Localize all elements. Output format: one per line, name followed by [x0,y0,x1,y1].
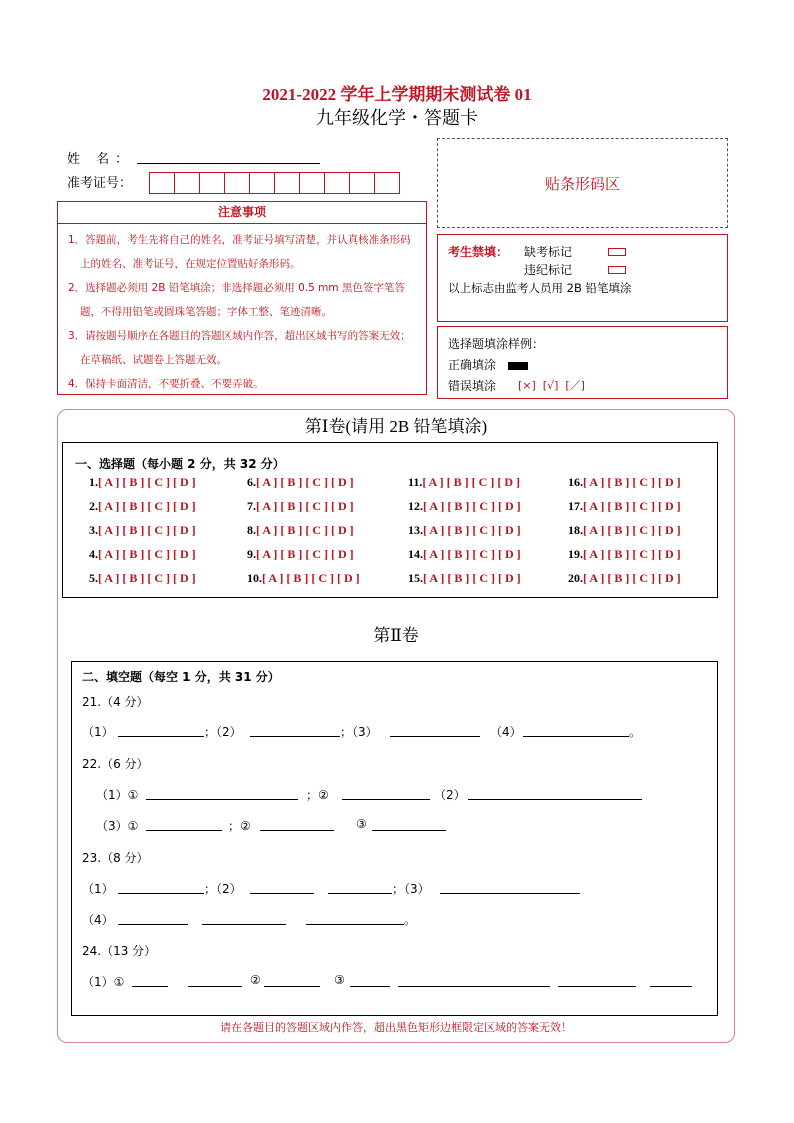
mcq-options[interactable]: [ A ] [ B ] [ C ] [ D ] [98,499,196,513]
q23-blank[interactable] [118,924,188,925]
q23-part-label: ；（3） [392,882,430,896]
id-cell[interactable] [324,172,350,194]
mcq-options[interactable]: [ A ] [ B ] [ C ] [ D ] [256,475,354,489]
mcq-question[interactable] [247,523,354,538]
section1-title: 第Ⅰ卷(请用 2B 铅笔填涂) [304,417,488,436]
id-cell[interactable] [374,172,400,194]
q24-part-label: ② [250,973,261,987]
mcq-question-number: 2. [89,499,98,513]
id-cell[interactable] [224,172,250,194]
id-cell[interactable] [249,172,275,194]
q23-blank[interactable] [440,893,580,894]
mcq-question[interactable] [247,547,354,562]
mcq-question-number: 13. [408,523,423,537]
absent-mark-box[interactable] [608,248,626,256]
q24-part-label: ③ [334,973,345,987]
q22-blank[interactable] [260,830,334,831]
fill-in-box [71,661,718,1016]
notice-box [57,201,427,395]
q23-part-label: ；（2） [204,882,242,896]
q24-blank[interactable] [264,986,320,987]
q24-blank[interactable] [398,986,550,987]
q21-blank[interactable] [250,736,340,737]
q24-blank[interactable] [650,986,692,987]
q21-end: 。 [629,725,642,739]
mcq-question[interactable] [247,571,360,586]
mcq-question[interactable] [568,475,681,490]
mcq-options[interactable]: [ A ] [ B ] [ C ] [ D ] [262,571,360,585]
mcq-question-number: 7. [247,499,256,513]
mcq-options[interactable]: [ A ] [ B ] [ C ] [ D ] [98,523,196,537]
mcq-question-number: 18. [568,523,583,537]
q21-blank[interactable] [390,736,480,737]
mcq-options[interactable]: [ A ] [ B ] [ C ] [ D ] [256,547,354,561]
mcq-question-number: 11. [408,475,423,489]
mcq-options[interactable]: [ A ] [ B ] [ C ] [ D ] [583,475,681,489]
notice-item: 2．选择题必须用 2B 铅笔填涂；非选择题必须用 0.5 mm 黑色签字笔答题，不得用铅笔或圆珠笔答题；字体工整、笔迹清晰。 [68,282,405,318]
mcq-question[interactable] [89,571,196,586]
mcq-question[interactable] [247,499,354,514]
mcq-question[interactable] [89,475,196,490]
mcq-question[interactable] [89,523,196,538]
q22-blank[interactable] [468,799,642,800]
violation-mark-box[interactable] [608,266,626,274]
mcq-question-number: 5. [89,571,98,585]
mcq-question-number: 17. [568,499,583,513]
mcq-question-number: 20. [568,571,583,585]
mcq-options[interactable]: [ A ] [ B ] [ C ] [ D ] [583,571,681,585]
q21-label: 21.（4 分） [82,695,149,709]
mcq-options[interactable]: [ A ] [ B ] [ C ] [ D ] [423,499,521,513]
id-number-boxes[interactable] [150,172,400,194]
fill-heading: 二、填空题（每空 1 分，共 31 分） [82,670,280,684]
mcq-options[interactable]: [ A ] [ B ] [ C ] [ D ] [423,571,521,585]
q21-part-label: （4） [490,725,522,739]
mcq-question[interactable] [247,475,354,490]
mcq-question[interactable] [408,571,521,586]
mcq-question[interactable] [408,475,520,490]
q24-blank[interactable] [188,986,242,987]
q22-part-label: （2） [434,788,466,802]
id-cell[interactable] [174,172,200,194]
q22-blank[interactable] [146,830,222,831]
q24-part-label: （1）① [82,975,125,989]
mcq-question-number: 15. [408,571,423,585]
q23-blank[interactable] [328,893,392,894]
q22-part-label: （3）① [96,819,139,833]
q24-blank[interactable] [558,986,636,987]
section2-title: 第Ⅱ卷 [373,626,419,645]
q22-blank[interactable] [146,799,298,800]
q21-part-label: ；（2） [204,725,242,739]
q22-blank[interactable] [342,799,430,800]
q23-part-label: （1） [82,882,114,896]
wrong-fill-label: 错误填涂 [448,379,497,393]
mcq-heading: 一、选择题（每小题 2 分，共 32 分） [75,457,285,471]
mcq-box [62,442,718,598]
q23-blank[interactable] [118,893,204,894]
footer-note: 请在各题目的答题区域内作答，超出黑色矩形边框限定区域的答案无效！ [220,1021,572,1034]
mcq-question[interactable] [408,499,521,514]
mcq-options[interactable]: [ A ] [ B ] [ C ] [ D ] [98,547,196,561]
wrong-fill-marks: [×] [√] [／] [518,379,585,392]
mcq-options[interactable]: [ A ] [ B ] [ C ] [ D ] [98,475,196,489]
q21-blank[interactable] [118,736,204,737]
mcq-options[interactable]: [ A ] [ B ] [ C ] [ D ] [98,571,196,585]
mcq-question-number: 19. [568,547,583,561]
name-input-line[interactable] [137,163,320,164]
absent-mark-label: 缺考标记 [524,245,573,259]
notice-item: 1．答题前，考生先将自己的姓名，准考证号填写清楚，并认真核准条形码上的姓名、准考证号，在规定位置贴好条形码。 [68,234,411,270]
q23-part-label: （4） [82,913,114,927]
mcq-options[interactable]: [ A ] [ B ] [ C ] [ D ] [256,523,354,537]
forbidden-note: 以上标志由监考人员用 2B 铅笔填涂 [448,281,632,295]
q24-blank[interactable] [350,986,390,987]
mcq-question-number: 14. [408,547,423,561]
mcq-options[interactable]: [ A ] [ B ] [ C ] [ D ] [583,523,681,537]
q22-part-label: ③ [356,817,367,831]
q23-blank[interactable] [250,893,314,894]
exam-title: 2021-2022 学年上学期期末测试卷 01 [262,85,532,104]
sample-heading: 选择题填涂样例： [448,337,545,351]
q22-part-label: ；② [306,788,329,802]
notice-item: 3．请按题号顺序在各题目的答题区域内作答，超出区域书写的答案无效；在草稿纸、试题卷上答题无效。 [68,330,411,366]
mcq-options[interactable]: [ A ] [ B ] [ C ] [ D ] [423,547,521,561]
mcq-question-number: 9. [247,547,256,561]
q23-blank[interactable] [306,924,404,925]
id-cell[interactable] [199,172,225,194]
q21-part-label: ；（3） [340,725,378,739]
mcq-question[interactable] [89,547,196,562]
mcq-question[interactable] [568,499,681,514]
q22-part-label: ；② [228,819,251,833]
mcq-question-number: 10. [247,571,262,585]
violation-mark-label: 违纪标记 [524,263,573,277]
id-cell[interactable] [149,172,175,194]
mcq-question-number: 3. [89,523,98,537]
q21-part-label: （1） [82,725,114,739]
barcode-area [437,138,728,228]
correct-fill-label: 正确填涂 [448,358,497,372]
barcode-label: 贴条形码区 [544,174,620,193]
mcq-options[interactable]: [ A ] [ B ] [ C ] [ D ] [583,499,681,513]
q22-blank[interactable] [372,830,446,831]
id-cell[interactable] [274,172,300,194]
id-cell[interactable] [349,172,375,194]
mcq-question-number: 8. [247,523,256,537]
q24-label: 24.（13 分） [82,944,157,958]
examinee-forbidden-box [437,234,728,322]
mcq-question-number: 1. [89,475,98,489]
fill-sample-box [437,326,728,399]
mcq-question[interactable] [408,523,521,538]
correct-fill-icon [508,362,528,370]
mcq-question-number: 6. [247,475,256,489]
mcq-question-number: 16. [568,475,583,489]
q22-label: 22.（6 分） [82,757,149,771]
q23-label: 23.（8 分） [82,851,149,865]
mcq-options[interactable]: [ A ] [ B ] [ C ] [ D ] [256,499,354,513]
forbidden-label: 考生禁填： [448,245,509,259]
mcq-question[interactable] [408,547,521,562]
notice-heading: 注意事项 [58,202,426,224]
mcq-question-number: 12. [408,499,423,513]
q24-blank[interactable] [132,986,168,987]
mcq-question-number: 4. [89,547,98,561]
q21-blank[interactable] [523,736,629,737]
q23-blank[interactable] [202,924,286,925]
mcq-question[interactable] [89,499,196,514]
id-cell[interactable] [299,172,325,194]
mcq-options[interactable]: [ A ] [ B ] [ C ] [ D ] [583,547,681,561]
id-label: 准考证号： [67,176,133,191]
mcq-question[interactable] [568,547,681,562]
mcq-question[interactable] [568,523,681,538]
notice-item: 4．保持卡面清洁，不要折叠、不要弄破。 [68,378,264,390]
mcq-question[interactable] [568,571,681,586]
exam-subtitle: 九年级化学・答题卡 [316,108,478,129]
name-label: 姓 名： [67,152,135,167]
q22-part-label: （1）① [96,788,139,802]
mcq-options[interactable]: [ A ] [ B ] [ C ] [ D ] [423,523,521,537]
q23-end: 。 [404,913,417,927]
mcq-options[interactable]: [ A ] [ B ] [ C ] [ D ] [422,475,520,489]
